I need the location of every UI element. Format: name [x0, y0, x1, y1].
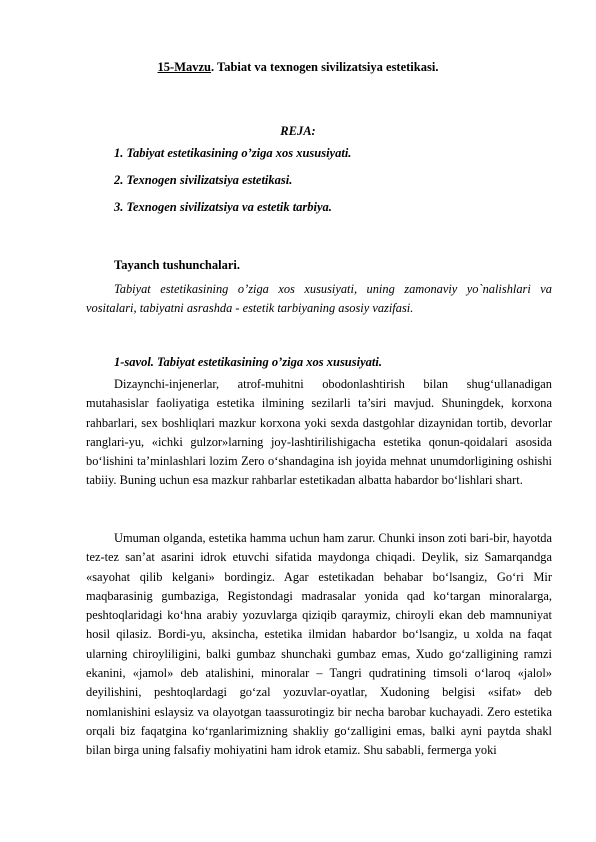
page-title — [0, 60, 596, 75]
title-topic-number: 15-Mavzu — [157, 60, 211, 74]
keywords-text: Tabiyat estetikasining o’ziga xos xususiyati, uning zamonaviy yo`nalishlari va vositalari, tabiyatni asrashda - estetik tarbiyaning asosiy vazifasi. — [86, 282, 552, 316]
plan-item-1: 1. Tabiyat estetikasining o’ziga xos xususiyati. — [114, 146, 352, 160]
section-heading: 1-savol. Tabiyat estetikasining o’ziga xos xususiyati. — [114, 355, 382, 369]
paragraph-2: Umuman olganda, estetika hamma uchun ham zarur. Chunki inson zoti bari-bir, hayotda tez-tez san’at asarini idrok etuvchi sifatida maydonga chiqadi. Deylik, siz Samarqandga «sayohat qilib kelgani» bordingiz. Agar estetikadan behabar bo‘lsangiz, Go‘ri Mir maqbarasinig gumbaziga, Registondagi madrasalar yonida qad ko‘targan minoralarga, peshtoqlaridagi ko‘hna arabiy yozuvlarga qiziqib qaraymiz, chiroyli ekan deb mamnuniyat hosil qilasiz. Bordi-yu, aksincha, estetika ilmidan habardor bo‘lsangiz, u xolda na faqat ularning chiroyliligini, balki gumbaz shunchaki gumbaz emas, Xudo go‘zalligining ramzi ekanini, «jamol» deb atalishini, minoralar – Tangri qudratining timsoli o‘laroq «jalol» deyilishini, peshtoqlardagi go‘zal yozuvlar-oyatlar, Xudoning belgisi «sifat» deb nomlanishini eslaysiz va olayotgan taassurotingiz bir necha barobar kuchayadi. Zero estetika orqali biz faqatgina ko‘rganlarimizning shakliy go‘zalligini emas, balki ayni paytda shakl bilan birga uning falsafiy mohiyatini ham idrok etamiz. Shu sababli, fermerga yoki — [86, 531, 552, 758]
keywords-heading: Tayanch tushunchalari. — [114, 258, 240, 272]
plan-item-2: 2. Texnogen sivilizatsiya estetikasi. — [114, 173, 293, 187]
plan-heading: REJA: — [280, 124, 316, 138]
paragraph-1: Dizaynchi-injenerlar, atrof-muhitni obodonlashtirish bilan shug‘ullanadigan mutahasislar faoliyatiga estetika ilmining sezilarli ta’siri mavjud. Shuningdek, korxona rahbarlari, sex boshliqlari mazkur korxona yoki sexda dastgohlar dizaynidan tortib, devorlar ranglari-yu, «ichki gulzor»larning joy-lashtirilishigacha estetika qonun-qoidalari asosida bo‘lishini ta’minlashlari lozim Zero o‘shandagina ish joyida mehnat unumdorligining oshishi tabiiy. Buning uchun esa mazkur rahbarlar estetikadan albatta habardor bo‘lishlari shart. — [86, 377, 552, 488]
plan-item-3: 3. Texnogen sivilizatsiya va estetik tarbiya. — [114, 200, 332, 214]
title-text: . Tabiat va texnogen sivilizatsiya estetikasi. — [211, 60, 439, 74]
